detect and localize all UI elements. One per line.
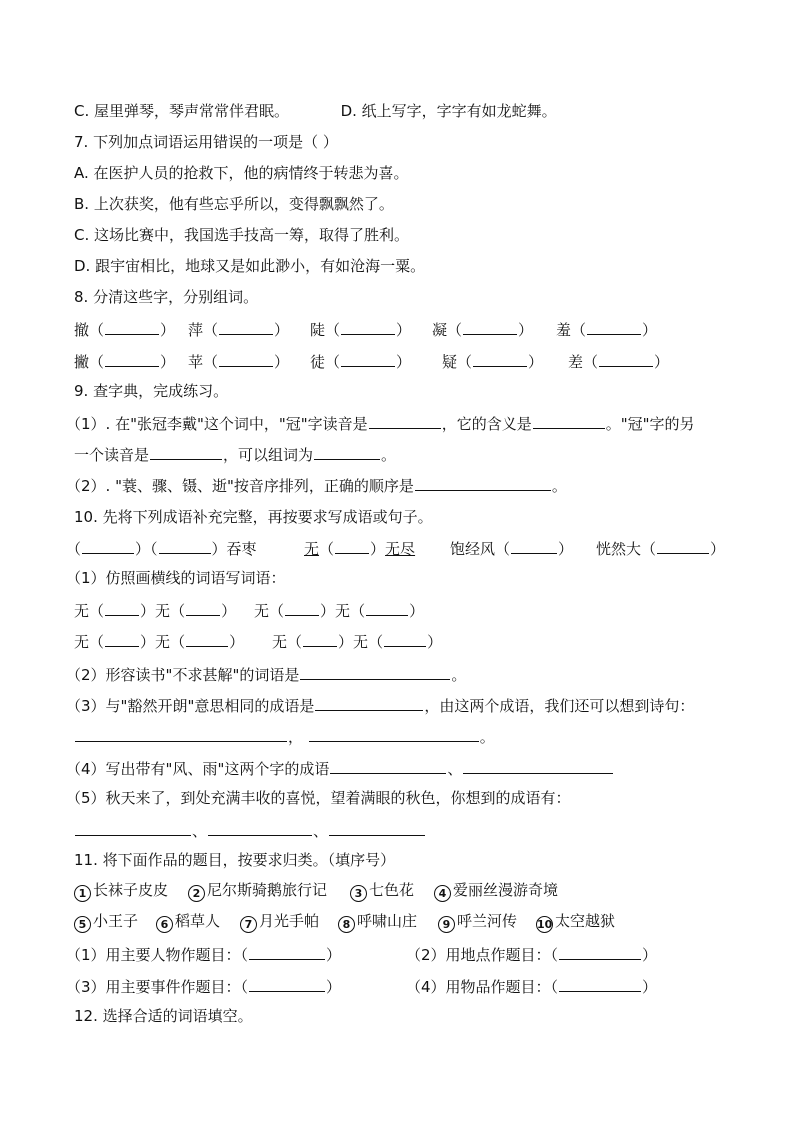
q10-sub-3: （3）与"豁然开朗"意思相同的成语是 ，由这两个成语，我们还可以想到诗句： (66, 694, 694, 716)
answer-blank[interactable] (159, 537, 211, 554)
answer-blank[interactable] (300, 663, 450, 680)
answer-blank[interactable] (599, 350, 653, 367)
q10-sub-2: （2）形容读书"不求甚解"的词语是 。 (66, 663, 466, 685)
work-item: 7 月光手帕 (240, 911, 319, 933)
work-item: 4 爱丽丝漫游奇境 (434, 880, 558, 902)
answer-blank[interactable] (511, 537, 557, 554)
q10-sub-4: （4）写出带有"风、雨"这两个字的成语 、 (66, 757, 614, 779)
q11-title: 11. 将下面作品的题目，按要求归类。（填序号） (74, 851, 396, 869)
q10-sub-3-cont: ， 。 (74, 725, 495, 747)
q9-title: 9. 查字典，完成练习。 (74, 382, 229, 400)
answer-blank[interactable] (335, 537, 369, 554)
q6-option-d: D. 纸上写字，字字有如龙蛇舞。 (340, 102, 557, 120)
work-item: 6 稻草人 (156, 911, 220, 933)
work-item: 2 尼尔斯骑鹅旅行记 (188, 880, 327, 902)
work-item: 9 呼兰河传 (438, 911, 517, 933)
answer-blank[interactable] (384, 630, 426, 647)
answer-blank[interactable] (105, 350, 159, 367)
work-item: 10 太空越狱 (537, 912, 616, 931)
answer-blank[interactable] (463, 318, 517, 335)
answer-blank[interactable] (105, 630, 139, 647)
answer-blank[interactable] (559, 975, 641, 992)
q9-part-1: （1）. 在"张冠李戴"这个词中，"冠"字读音是 ，它的含义是 。"冠"字的另 (66, 412, 695, 434)
answer-blank[interactable] (369, 412, 441, 429)
answer-blank[interactable] (285, 599, 319, 616)
answer-blank[interactable] (249, 943, 325, 960)
q7-title: 7. 下列加点词语运用错误的一项是（ ） (74, 133, 338, 151)
answer-blank[interactable] (341, 350, 395, 367)
answer-blank[interactable] (219, 318, 273, 335)
answer-blank[interactable] (75, 819, 191, 836)
answer-blank[interactable] (314, 443, 380, 460)
q9-part-2: （2）. "蓑、骤、镊、逝"按音序排列，正确的顺序是 。 (66, 474, 567, 496)
q8-char: 疑（ ） (442, 350, 543, 372)
answer-blank[interactable] (463, 757, 613, 774)
answer-blank[interactable] (415, 474, 551, 491)
answer-blank[interactable] (366, 599, 408, 616)
work-item: 5 小王子 (74, 911, 138, 933)
answer-blank[interactable] (186, 599, 220, 616)
q9-part-1-cont: 一个读音是 ，可以组词为 。 (74, 443, 396, 465)
answer-blank[interactable] (105, 318, 159, 335)
answer-blank[interactable] (75, 725, 287, 742)
q7-option-d: D. 跟宇宙相比，地球又是如此渺小，有如沧海一粟。 (74, 257, 426, 275)
q8-char: 凝（ ） (432, 318, 533, 340)
q8-char: 撤（ ） (74, 318, 175, 340)
answer-blank[interactable] (303, 630, 337, 647)
q7-option-b: B. 上次获奖，他有些忘乎所以，变得飘飘然了。 (74, 195, 394, 213)
answer-blank[interactable] (82, 537, 134, 554)
work-item: 8 呼啸山庄 (338, 911, 417, 933)
q6-options (74, 101, 557, 121)
answer-blank[interactable] (559, 943, 641, 960)
answer-blank[interactable] (150, 443, 222, 460)
q8-char: 萍（ ） (188, 318, 289, 340)
q10-title: 10. 先将下列成语补充完整，再按要求写成语或句子。 (74, 508, 433, 526)
answer-blank[interactable] (657, 537, 709, 554)
q8-char: 苹（ ） (188, 350, 289, 372)
q8-char: 陡（ ） (310, 318, 411, 340)
q10-sub-5-blanks: 、 、 (74, 819, 426, 841)
q12-title: 12. 选择合适的词语填空。 (74, 1007, 253, 1025)
answer-blank[interactable] (473, 350, 527, 367)
answer-blank[interactable] (105, 599, 139, 616)
q8-char: 撇（ ） (74, 350, 175, 372)
work-item: 1 长袜子皮皮 (74, 880, 168, 902)
answer-blank[interactable] (208, 819, 312, 836)
q10-sub-1: （1）仿照画横线的词语写词语： (66, 569, 286, 587)
answer-blank[interactable] (341, 318, 395, 335)
work-item: 3 七色花 (350, 880, 414, 902)
q8-char: 徒（ ） (310, 350, 411, 372)
answer-blank[interactable] (315, 694, 423, 711)
answer-blank[interactable] (219, 350, 273, 367)
q6-option-c: C. 屋里弹琴，琴声常常伴君眠。 (74, 102, 290, 120)
answer-blank[interactable] (309, 725, 479, 742)
answer-blank[interactable] (330, 757, 446, 774)
answer-blank[interactable] (533, 412, 605, 429)
q8-char: 羞（ ） (556, 318, 657, 340)
answer-blank[interactable] (587, 318, 641, 335)
q8-title: 8. 分清这些字，分别组词。 (74, 288, 259, 306)
q7-option-a: A. 在医护人员的抢救下，他的病情终于转悲为喜。 (74, 164, 409, 182)
q7-option-c: C. 这场比赛中，我国选手技高一筹，取得了胜利。 (74, 226, 410, 244)
answer-blank[interactable] (249, 975, 325, 992)
answer-blank[interactable] (186, 630, 228, 647)
q8-char: 差（ ） (568, 350, 669, 372)
answer-blank[interactable] (329, 819, 425, 836)
q10-sub-5: （5）秋天来了，到处充满丰收的喜悦，望着满眼的秋色，你想到的成语有： (66, 789, 571, 807)
